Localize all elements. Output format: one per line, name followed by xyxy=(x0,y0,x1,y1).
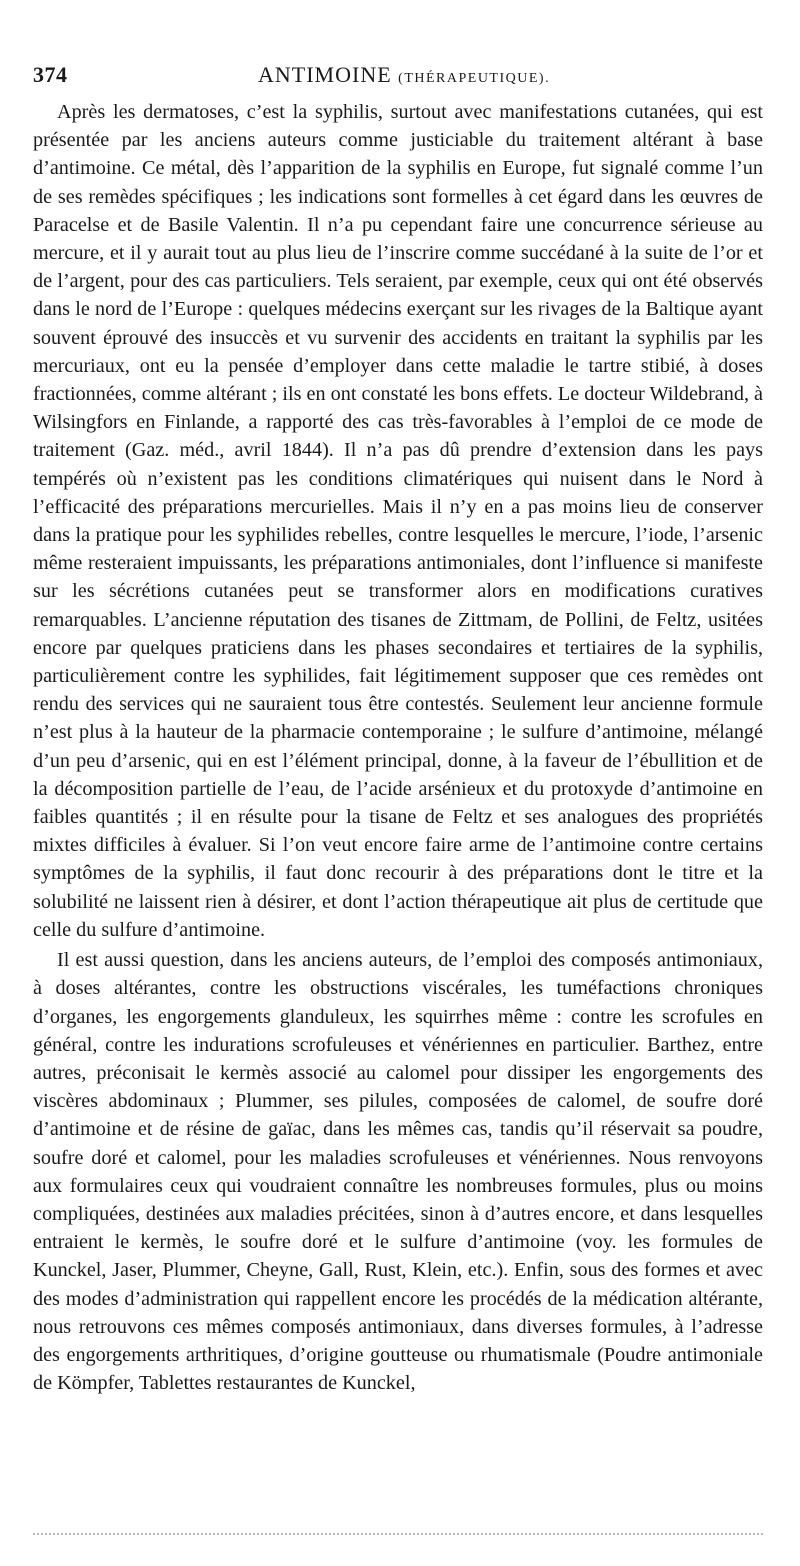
paragraph-obstructions: Il est aussi question, dans les anciens auteurs, de l’emploi des composés antimoniaux, à doses altérantes, contre les obstructions viscérales, les tuméfactions chroniques d’organes, les engorgements glanduleux, les squirrhes même : contre les scrofules en général, contre les indurations scrofuleuses et vénériennes en particulier. Barthez, entre autres, préconisait le kermès associé au calomel pour dissiper les engorgements des viscères abdominaux ; Plummer, ses pilules, composées de calomel, de soufre doré d’antimoine et de résine de gaïac, dans les mêmes cas, tandis qu’il réservait sa poudre, soufre doré et calomel, pour les maladies scrofuleuses et vénériennes. Nous renvoyons aux formulaires ceux qui voudraient connaître les nombreuses formules, plus ou moins compliquées, destinées aux maladies précitées, sinon à d’autres encore, et dans lesquelles entraient le kermès, le soufre doré et le sulfure d’antimoine (voy. les formules de Kunckel, Jaser, Plummer, Cheyne, Gall, Rust, Klein, etc.). Enfin, sous des formes et avec des modes d’administration qui rappellent encore les procédés de la médication altérante, nous retrouvons ces mêmes composés antimoniaux, dans diverses formules, à l’adresse des engorgements arthritiques, d’origine goutteuse ou rhumatismale (Poudre antimoniale de Kömpfer, Tablettes restaurantes de Kunckel, xyxy=(33,949,763,1395)
body-text xyxy=(33,98,763,1397)
page-number: 374 xyxy=(33,62,68,87)
page-header xyxy=(30,60,770,94)
footer-dotted-rule xyxy=(33,1533,763,1535)
running-title-main: ANTIMOINE xyxy=(258,62,392,87)
paragraph-syphilis: Après les dermatoses, c’est la syphilis, surtout avec manifestations cutanées, qui est présentée par les anciens auteurs comme justiciable du traitement altérant à base d’antimoine. Ce métal, dès l’apparition de la syphilis en Europe, fut signalé comme l’un de ses remèdes spécifiques ; les indications sont formelles à cet égard dans les œuvres de Paracelse et de Basile Valentin. Il n’a pu cependant faire une concurrence sérieuse au mercure, et il y aurait tout au plus lieu de l’inscrire comme succédané à la suite de l’or et de l’argent, pour des cas particuliers. Tels seraient, par exemple, ceux qui ont été observés dans le nord de l’Europe : quelques médecins exerçant sur les rivages de la Baltique ayant souvent éprouvé des insuccès et vu survenir des accidents en traitant la syphilis par les mercuriaux, ont eu la pensée d’employer dans cette maladie le tartre stibié, à doses fractionnées, comme altérant ; ils en ont constaté les bons effets. Le docteur Wildebrand, à Wilsingfors en Finlande, a rapporté des cas très-favorables à l’emploi de ce mode de traitement (Gaz. méd., avril 1844). Il n’a pas dû prendre d’extension dans les pays tempérés où n’existent pas les conditions climatériques qui nuisent dans le Nord à l’efficacité des préparations mercurielles. Mais il n’y en a pas moins lieu de conserver dans la pratique pour les syphilides rebelles, contre lesquelles le mercure, l’iode, l’arsenic même resteraient impuissants, les préparations antimoniales, dont l’influence si manifeste sur les sécrétions cutanées peut se transformer alors en modifications curatives remarquables. L’ancienne réputation des tisanes de Zittmam, de Pollini, de Feltz, usitées encore par quelques praticiens dans les phases secondaires et tertiaires de la syphilis, particulièrement contre les syphilides, fait légitimement supposer que ces remèdes ont rendu des services qui ne sauraient tous être contestés. Seulement leur ancienne formule n’est plus à la hauteur de la pharmacie contemporaine ; le sulfure d’antimoine, mélangé d’un peu d’arsenic, qui en est l’élément principal, donne, à la faveur de l’ébullition et de la décomposition partielle de l’eau, de l’acide arsénieux et du protoxyde d’antimoine en faibles quantités ; il en résulte pour la tisane de Feltz et ses analogues des propriétés mixtes difficiles à évaluer. Si l’on veut encore faire arme de l’antimoine contre certains symptômes de la syphilis, il faut donc recourir à des préparations dont le titre et la solubilité ne laissent rien à désirer, et dont l’action thérapeutique ait plus de certitude que celle du sulfure d’antimoine. xyxy=(33,101,763,941)
running-title-subtitle: (THÉRAPEUTIQUE). xyxy=(398,71,551,86)
running-title xyxy=(258,62,550,88)
